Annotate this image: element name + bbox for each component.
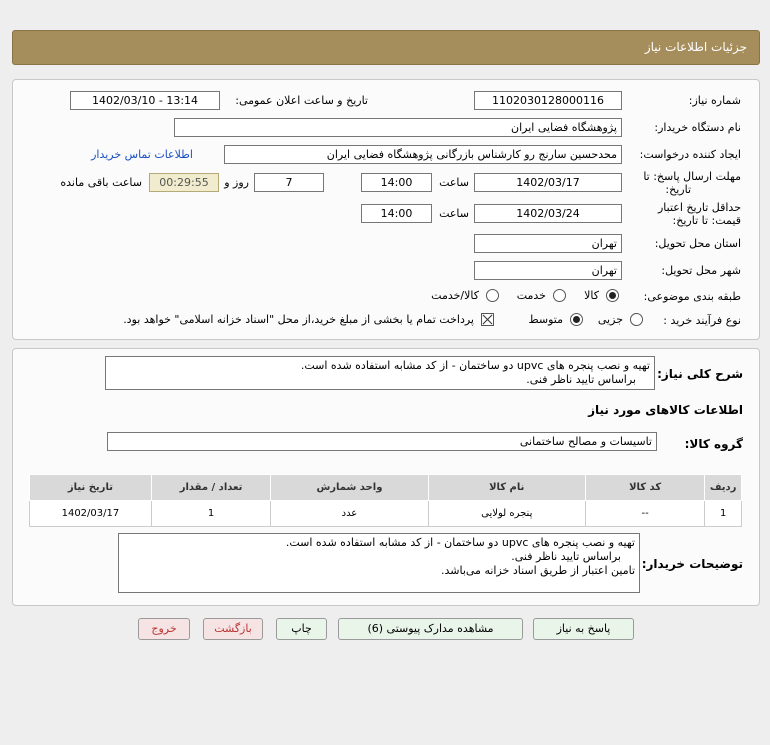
- creator-label: ایجاد کننده درخواست:: [639, 148, 741, 161]
- table-row: [30, 501, 742, 527]
- category-option-service: خدمت: [516, 289, 546, 302]
- process-option-minor: جزیی: [597, 313, 623, 326]
- deadline-label-1: مهلت ارسال پاسخ: تا: [643, 170, 741, 183]
- province-field: تهران: [474, 234, 622, 253]
- goods-group-field: تاسیسات و مصالح ساختمانی: [107, 432, 657, 451]
- cell-code: --: [585, 501, 704, 527]
- validity-time-field: 14:00: [361, 204, 432, 223]
- summary-line-1: تهیه و نصب پنجره های upvc دو ساختمان - از کد مشابه استفاده شده است.: [300, 359, 650, 372]
- announce-label: تاریخ و ساعت اعلان عمومی:: [235, 94, 368, 107]
- process-radio-medium[interactable]: [570, 313, 583, 326]
- buyer-org-label: نام دستگاه خریدار:: [654, 121, 741, 134]
- category-option-goods-service: کالا/خدمت: [431, 289, 479, 302]
- deadline-time-label: ساعت: [439, 176, 469, 189]
- exit-button[interactable]: خروج: [138, 618, 190, 640]
- col-name: نام کالا: [428, 475, 585, 501]
- process-label: نوع فرآیند خرید :: [663, 314, 741, 327]
- need-number-field: 1102030128000116: [474, 91, 622, 110]
- buyer-org-field: پژوهشگاه فضایی ایران: [174, 118, 622, 137]
- deadline-label-2: تاریخ:: [665, 183, 691, 196]
- contact-buyer-link[interactable]: اطلاعات تماس خریدار: [91, 148, 193, 161]
- goods-section-title: اطلاعات کالاهای مورد نیاز: [588, 403, 743, 417]
- buyer-notes-line-3: تامین اعتبار از طریق اسناد خزانه می‌باشد.: [440, 564, 635, 577]
- announce-field: 1402/03/10 - 13:14: [70, 91, 220, 110]
- category-radio-goods[interactable]: [606, 289, 619, 302]
- view-attachments-button[interactable]: مشاهده مدارک پیوستی (6): [338, 618, 523, 640]
- process-radio-minor[interactable]: [630, 313, 643, 326]
- col-qty: تعداد / مقدار: [151, 475, 270, 501]
- validity-date-field: 1402/03/24: [474, 204, 622, 223]
- goods-table-header: [30, 475, 742, 501]
- col-row: ردیف: [705, 475, 742, 501]
- cell-name: پنجره لولایی: [428, 501, 585, 527]
- goods-table: [29, 474, 742, 527]
- category-label: طبقه بندی موضوعی:: [643, 290, 741, 303]
- cell-row: 1: [705, 501, 742, 527]
- remaining-label: ساعت باقی مانده: [60, 176, 142, 189]
- process-option-medium: متوسط: [528, 313, 563, 326]
- reply-button[interactable]: پاسخ به نیاز: [533, 618, 634, 640]
- summary-label: شرح کلی نیاز:: [657, 367, 743, 381]
- buyer-notes-textarea[interactable]: [118, 533, 640, 593]
- days-label: روز و: [224, 176, 249, 189]
- need-number-label: شماره نیاز:: [688, 94, 741, 107]
- summary-line-2: براساس تایید ناظر فنی.: [526, 373, 636, 386]
- summary-textarea[interactable]: [105, 356, 655, 390]
- category-radio-goods-service[interactable]: [486, 289, 499, 302]
- creator-field: محدحسین سارنج رو کارشناس بازرگانی پژوهشگاه فضایی ایران: [224, 145, 622, 164]
- remaining-time-field: 00:29:55: [149, 173, 219, 192]
- col-unit: واحد شمارش: [271, 475, 428, 501]
- buyer-notes-label: توضیحات خریدار:: [641, 557, 743, 571]
- category-option-goods: کالا: [584, 289, 599, 302]
- province-label: استان محل تحویل:: [654, 237, 741, 250]
- page-header: [12, 30, 760, 65]
- city-label: شهر محل تحویل:: [661, 264, 741, 277]
- category-radio-service[interactable]: [553, 289, 566, 302]
- payment-note: پرداخت تمام یا بخشی از مبلغ خرید،از محل "اسناد خزانه اسلامی" خواهد بود.: [123, 313, 474, 326]
- back-button[interactable]: بازگشت: [203, 618, 263, 640]
- col-code: کد کالا: [585, 475, 704, 501]
- print-button[interactable]: چاپ: [276, 618, 327, 640]
- buyer-notes-line-1: تهیه و نصب پنجره های upvc دو ساختمان - از کد مشابه استفاده شده است.: [285, 536, 635, 549]
- city-field: تهران: [474, 261, 622, 280]
- deadline-time-field: 14:00: [361, 173, 432, 192]
- buyer-notes-line-2: براساس تایید ناظر فنی.: [511, 550, 621, 563]
- deadline-date-field: 1402/03/17: [474, 173, 622, 192]
- days-field: 7: [254, 173, 324, 192]
- cell-qty: 1: [151, 501, 270, 527]
- cell-unit: عدد: [271, 501, 428, 527]
- page-title: جزئیات اطلاعات نیاز: [644, 40, 747, 54]
- validity-time-label: ساعت: [439, 207, 469, 220]
- validity-label-2: قیمت: تا تاریخ:: [672, 214, 741, 227]
- cell-date: 1402/03/17: [30, 501, 152, 527]
- treasury-payment-checkbox[interactable]: [481, 313, 494, 326]
- validity-label-1: حداقل تاریخ اعتبار: [657, 201, 741, 214]
- goods-group-label: گروه کالا:: [684, 437, 743, 451]
- col-date: تاریخ نیاز: [30, 475, 152, 501]
